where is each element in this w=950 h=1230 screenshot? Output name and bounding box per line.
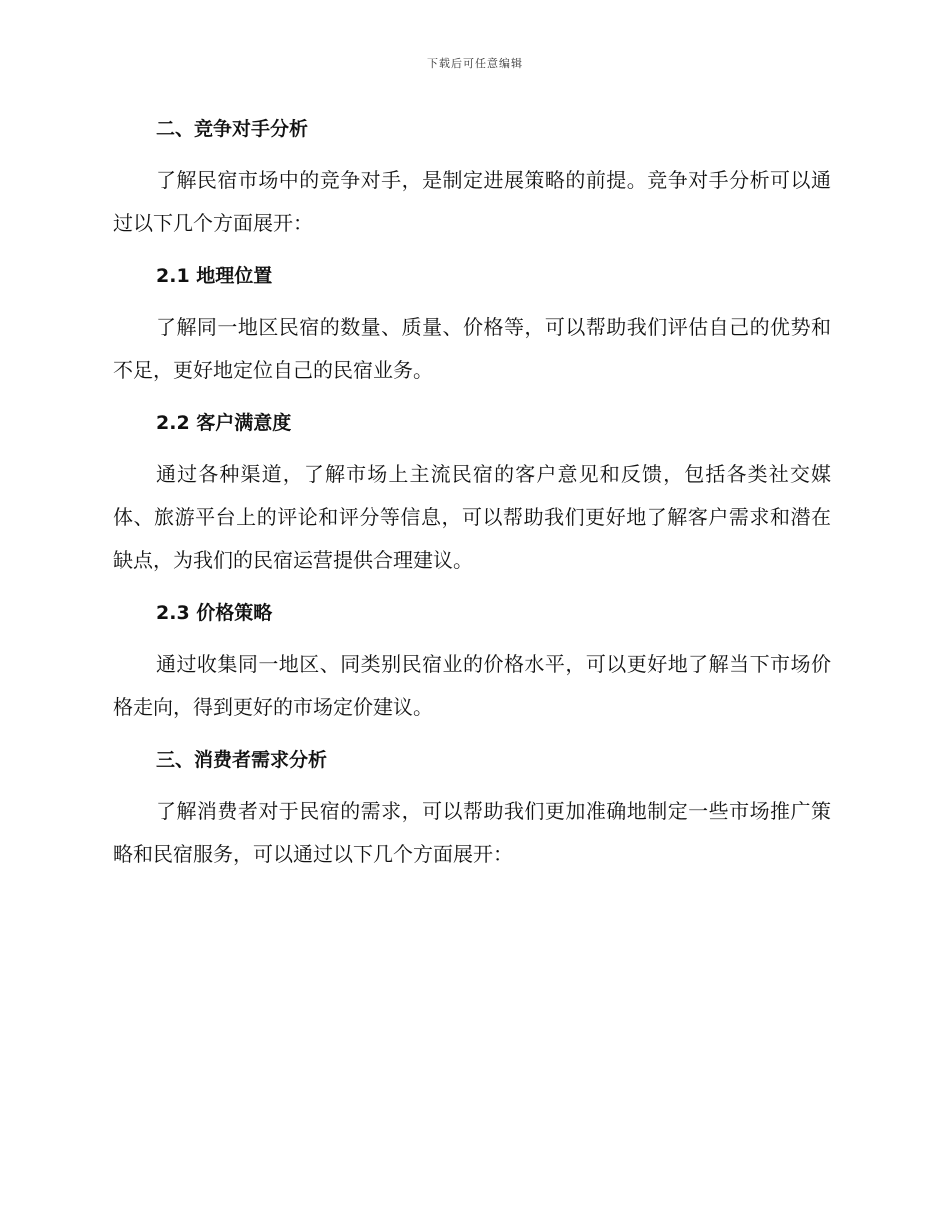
- subsection-heading-location: 2.1 地理位置: [156, 265, 273, 287]
- section-heading-consumer-demand: 三、消费者需求分析: [156, 749, 328, 771]
- section-paragraph-consumer-intro: 了解消费者对于民宿的需求，可以帮助我们更加准确地制定一些市场推广策略和民宿服务，可以通过以下几个方面展开：: [113, 799, 831, 866]
- subsection-heading-satisfaction: 2.2 客户满意度: [156, 412, 292, 434]
- subsection-paragraph-pricing: 通过收集同一地区、同类别民宿业的价格水平，可以更好地了解当下市场价格走向，得到更好的市场定价建议。: [113, 652, 831, 719]
- subsection-heading-pricing: 2.3 价格策略: [156, 602, 273, 624]
- section-heading-competitor-analysis: 二、竞争对手分析: [156, 118, 309, 140]
- subsection-paragraph-location: 了解同一地区民宿的数量、质量、价格等，可以帮助我们评估自己的优势和不足，更好地定位自己的民宿业务。: [113, 315, 831, 382]
- header-note: 下载后可任意编辑: [427, 57, 523, 70]
- document-body: [113, 110, 831, 876]
- subsection-paragraph-satisfaction: 通过各种渠道，了解市场上主流民宿的客户意见和反馈，包括各类社交媒体、旅游平台上的评论和评分等信息，可以帮助我们更好地了解客户需求和潜在缺点，为我们的民宿运营提供合理建议。: [113, 462, 831, 572]
- section-paragraph-competitor-intro: 了解民宿市场中的竞争对手，是制定进展策略的前提。竞争对手分析可以通过以下几个方面展开：: [113, 168, 831, 235]
